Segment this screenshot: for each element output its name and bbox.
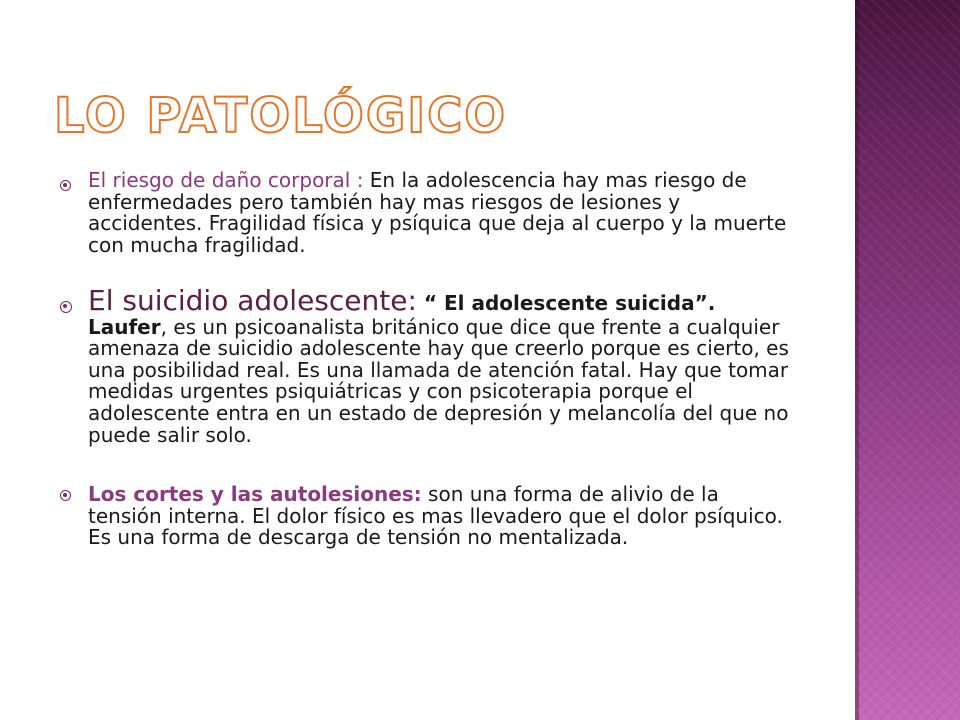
bullet-lead: El suicidio adolescente: — [88, 284, 417, 318]
circle-bullet-icon — [60, 180, 71, 191]
slide-title: LO PATOLÓGICO — [54, 88, 508, 144]
bullet-text: En la adolescencia hay mas riesgo de enfermedades pero también hay mas riesgos de lesiones y accidentes. Fragilidad física y psíquica que deja al cuerpo y la muerte con mucha fragilidad. — [88, 168, 787, 257]
bullet-lead: Los cortes y las autolesiones: — [88, 482, 422, 507]
bullet-quote: “ El adolescente suicida”. Laufer — [88, 291, 716, 339]
bullet-list — [60, 170, 795, 549]
circle-bullet-icon — [60, 490, 71, 501]
bullet-text: , es un psicoanalista británico que dice que frente a cualquier amenaza de suicidio adolescente hay que creerlo porque es cierto, es una posibilidad real. Es una llamada de atención fatal. Hay que tomar medidas urgentes psiquiátricas y con psicoterapia porque el adolescente entra en un estado de depresión y melancolía del que no puede salir solo. — [88, 314, 789, 447]
circle-bullet-icon — [60, 301, 72, 313]
decorative-side-band — [855, 0, 960, 720]
bullet-item-cortes — [60, 484, 795, 549]
bullet-text: son una forma de alivio de la tensión interna. El dolor físico es mas llevadero que el dolor psíquico. Es una forma de descarga de tensión no mentalizada. — [88, 482, 783, 550]
bullet-item-riesgo — [60, 170, 795, 256]
bullet-lead: El riesgo de daño corporal : — [88, 168, 370, 192]
bullet-item-suicidio — [60, 286, 795, 446]
